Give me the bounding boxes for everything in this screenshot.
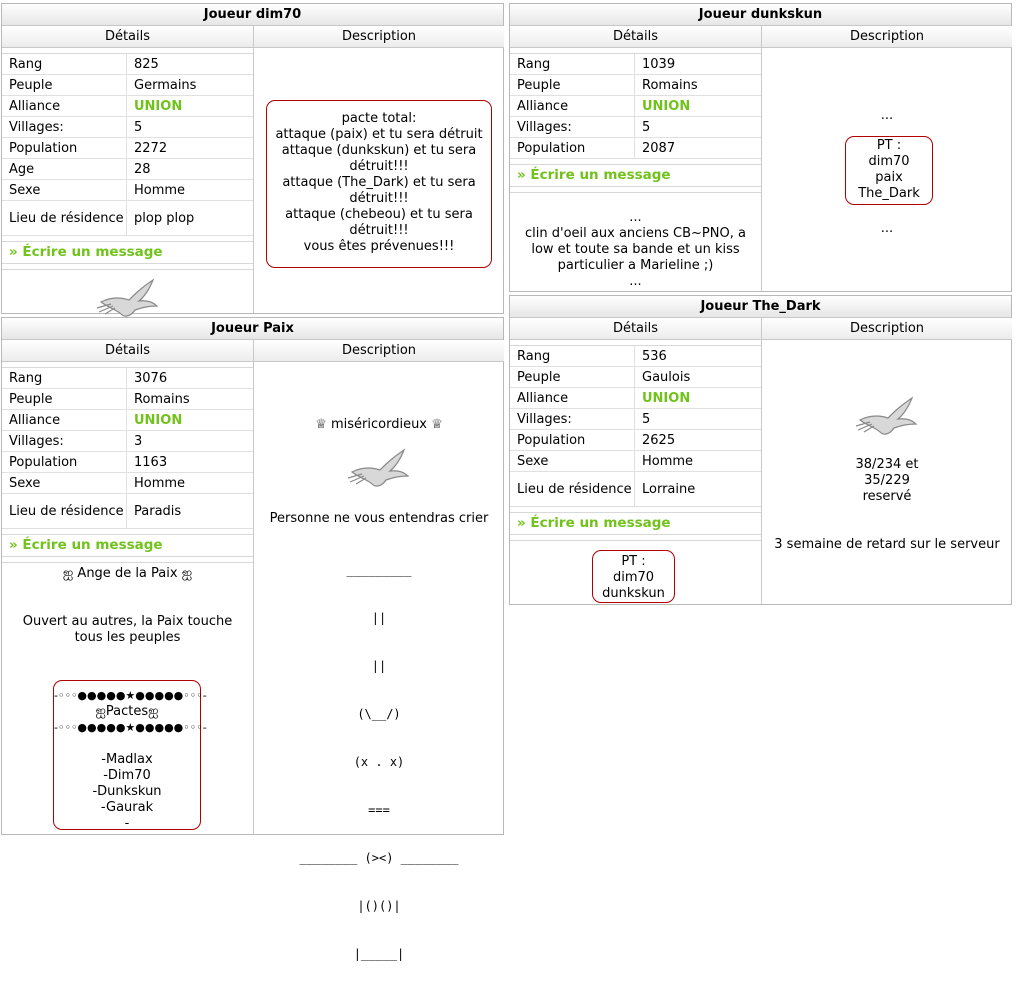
table-row: Lieu de résidence Paradis bbox=[2, 494, 253, 529]
table-row: Villages: 5 bbox=[510, 117, 761, 138]
description-header: Description bbox=[761, 318, 1012, 340]
write-message-link[interactable]: » Écrire un message bbox=[510, 164, 761, 187]
table-row: Peuple Gaulois bbox=[510, 367, 761, 388]
dove-image bbox=[2, 270, 253, 320]
details-header: Détails bbox=[2, 340, 253, 362]
description-header: Description bbox=[253, 340, 504, 362]
table-row: Population 1163 bbox=[2, 452, 253, 473]
table-row: Rang 1039 bbox=[510, 54, 761, 75]
description-header: Description bbox=[253, 26, 504, 48]
player-title: Joueur Paix bbox=[2, 318, 503, 340]
player-title: Joueur dunkskun bbox=[510, 4, 1011, 26]
description-header: Description bbox=[761, 26, 1012, 48]
player-panel-dim70 bbox=[1, 3, 504, 314]
table-row: Lieu de résidence Lorraine bbox=[510, 472, 761, 507]
player-note: ஐ Ange de la Paix ஐ Ouvert au autres, la Paix touche tous les peuples bbox=[22, 566, 233, 645]
table-row: Population 2272 bbox=[2, 138, 253, 159]
table-row: Alliance UNION bbox=[2, 410, 253, 431]
player-title: Joueur The_Dark bbox=[510, 296, 1011, 318]
table-row: Alliance UNION bbox=[2, 96, 253, 117]
table-row: Sexe Homme bbox=[510, 451, 761, 472]
details-table bbox=[2, 368, 253, 529]
player-panel-paix bbox=[1, 317, 504, 961]
table-row: Rang 3076 bbox=[2, 368, 253, 389]
alliance-link[interactable]: UNION bbox=[134, 412, 183, 428]
description-box: pacte total: attaque (paix) et tu sera détruit attaque (dunkskun) et tu sera détruit!!! attaque (The_Dark) et tu sera détruit!!! attaque (chebeou) et tu sera détruit!!! vous êtes prévenues!!! bbox=[266, 100, 492, 268]
alliance-link[interactable]: UNION bbox=[642, 98, 691, 114]
table-row: Lieu de résidence plop plop bbox=[2, 201, 253, 236]
description-text: 3 semaine de retard sur le serveur bbox=[774, 537, 1000, 552]
pacts-box: -◦◦◦●●●●●★●●●●●◦◦◦- ஐPactesஐ -◦◦◦●●●●●★●●●●●◦◦◦- -Madlax -Dim70 -Dunkskun -Gaurak - bbox=[53, 680, 201, 830]
write-message-link[interactable]: » Écrire un message bbox=[510, 512, 761, 535]
player-note: ... clin d'oeil aux anciens CB~PNO, a low et toute sa bande et un kiss particulier a Marieline ;) ... bbox=[525, 210, 746, 289]
table-row: Peuple Romains bbox=[510, 75, 761, 96]
player-panel-dunkskun bbox=[509, 3, 1012, 292]
write-message-link[interactable]: » Écrire un message bbox=[2, 534, 253, 557]
table-row: Age 28 bbox=[2, 159, 253, 180]
write-message-link[interactable]: » Écrire un message bbox=[2, 241, 253, 264]
table-row: Population 2625 bbox=[510, 430, 761, 451]
table-row: Sexe Homme bbox=[2, 180, 253, 201]
details-header: Détails bbox=[510, 318, 761, 340]
table-row: Alliance UNION bbox=[510, 388, 761, 409]
details-header: Détails bbox=[510, 26, 761, 48]
description-text: ... bbox=[880, 221, 894, 236]
player-title: Joueur dim70 bbox=[2, 4, 503, 26]
table-row: Rang 536 bbox=[510, 346, 761, 367]
table-row: Villages: 3 bbox=[2, 431, 253, 452]
ascii-art: _________ || || (\__/) (x . x) === ________ (><) ________ |()()| |_____| bbox=[299, 563, 459, 961]
description-text: ... bbox=[880, 108, 894, 123]
alliance-link[interactable]: UNION bbox=[134, 98, 183, 114]
table-row: Peuple Germains bbox=[2, 75, 253, 96]
table-row: Sexe Homme bbox=[2, 473, 253, 494]
details-table bbox=[2, 54, 253, 236]
description-box: PT : dim70 paix The_Dark bbox=[845, 136, 933, 205]
description-text: 38/234 et 35/229 reservé bbox=[855, 457, 919, 504]
table-row: Peuple Romains bbox=[2, 389, 253, 410]
table-row: Villages: 5 bbox=[510, 409, 761, 430]
description-title: ♕ miséricordieux ♕ bbox=[315, 417, 443, 432]
alliance-link[interactable]: UNION bbox=[642, 390, 691, 406]
details-table bbox=[510, 346, 761, 507]
table-row: Alliance UNION bbox=[510, 96, 761, 117]
table-row: Population 2087 bbox=[510, 138, 761, 159]
dove-image bbox=[854, 392, 920, 442]
pact-box: PT : dim70 dunkskun bbox=[592, 550, 675, 603]
details-header: Détails bbox=[2, 26, 253, 48]
details-table bbox=[510, 54, 761, 159]
description-text: Personne ne vous entendras crier bbox=[269, 511, 489, 526]
dove-image bbox=[346, 444, 412, 494]
player-panel-the-dark bbox=[509, 295, 1012, 605]
table-row: Villages: 5 bbox=[2, 117, 253, 138]
table-row: Rang 825 bbox=[2, 54, 253, 75]
